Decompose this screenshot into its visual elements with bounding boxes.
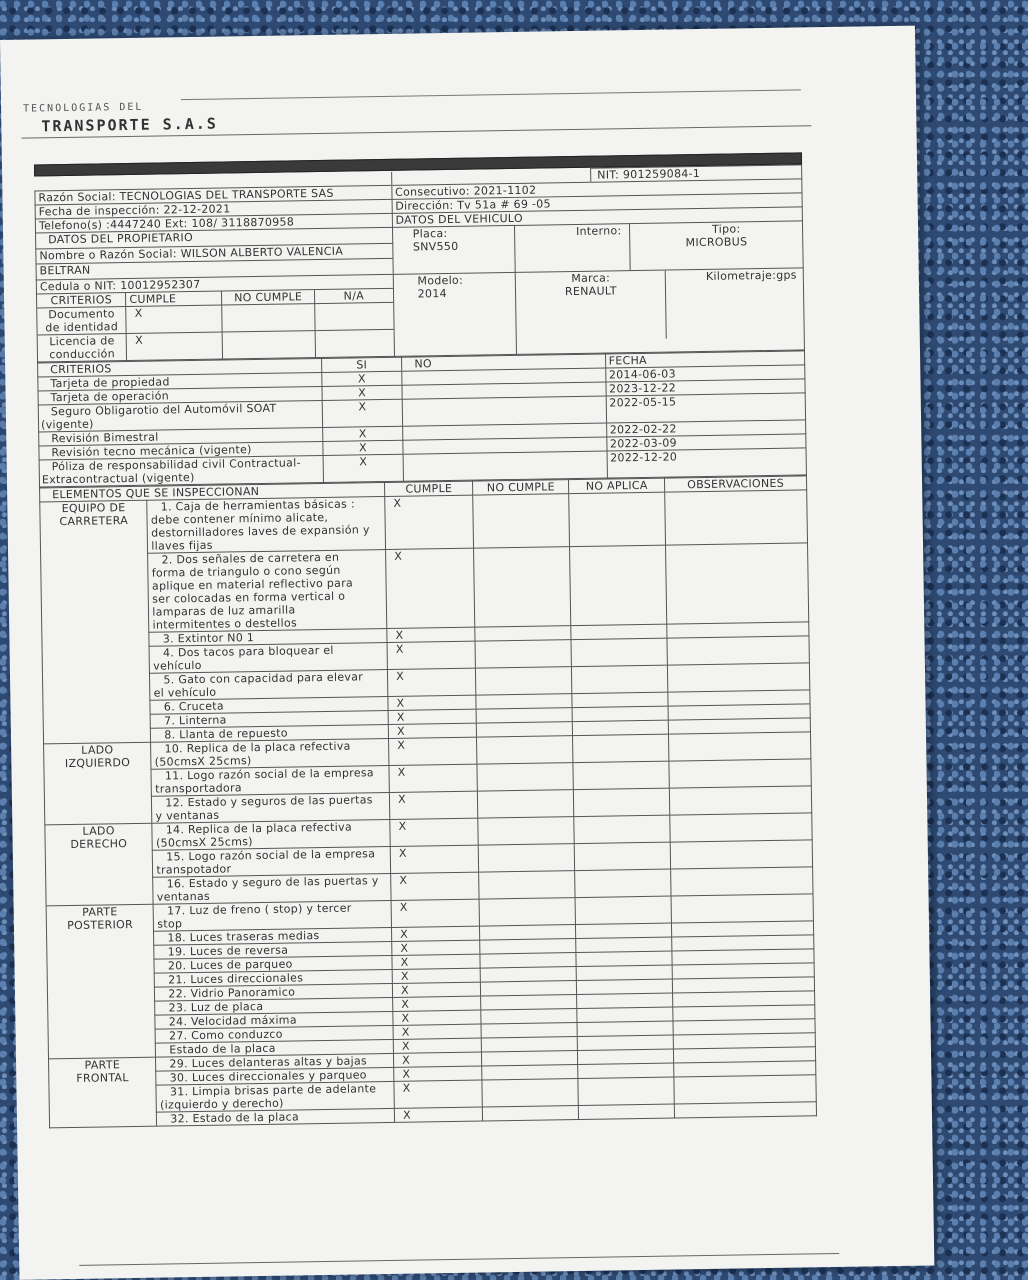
item-observaciones bbox=[669, 786, 811, 815]
item-observaciones bbox=[674, 1075, 816, 1104]
item-cumple-mark: X bbox=[393, 1038, 481, 1053]
criterio-label: conducción bbox=[49, 347, 116, 362]
item-cumple-mark: X bbox=[389, 737, 478, 765]
header-rule-top bbox=[181, 89, 801, 100]
item-description bbox=[153, 846, 391, 877]
documento-label: Revisión tecno mecánica (vigente) bbox=[51, 443, 252, 460]
item-cumple-mark: X bbox=[389, 764, 478, 792]
documento-fecha: 2022-12-20 bbox=[607, 448, 807, 478]
owner-name-2: BELTRAN bbox=[36, 259, 393, 280]
item-line: stop bbox=[157, 917, 183, 931]
item-description bbox=[147, 497, 386, 554]
item-cumple-mark: X bbox=[387, 641, 476, 669]
documento-fecha: 2014-06-03 bbox=[605, 365, 805, 382]
company-logo-top: TECNOLOGIAS DEL bbox=[23, 101, 144, 115]
section-label-line: LADO bbox=[82, 824, 115, 838]
marca-value: RENAULT bbox=[564, 284, 617, 299]
item-observaciones bbox=[669, 732, 811, 761]
section-label bbox=[44, 742, 153, 825]
documentos-table bbox=[37, 350, 807, 487]
item-cumple-mark: X bbox=[394, 1080, 483, 1108]
item-line: (izquierdo y derecho) bbox=[160, 1096, 284, 1112]
item-observaciones bbox=[670, 813, 812, 842]
general-info-table bbox=[34, 164, 805, 362]
item-cumple-mark: X bbox=[392, 926, 480, 941]
item-cumple-mark: X bbox=[388, 723, 476, 738]
item-line: 8. Llanta de repuesto bbox=[164, 726, 288, 742]
item-line: ventanas bbox=[156, 889, 211, 904]
item-description bbox=[153, 900, 391, 931]
section-label-line: IZQUIERDO bbox=[64, 756, 131, 771]
cumple-header: CUMPLE bbox=[385, 481, 473, 496]
placa-value: SNV550 bbox=[412, 239, 459, 254]
criterios1-header: CRITERIOS bbox=[37, 293, 126, 308]
owner-name-1: Nombre o Razón Social: WILSON ALBERTO VALENCIA bbox=[36, 243, 393, 264]
item-cumple-mark: X bbox=[388, 695, 476, 710]
owner-section-title: DATOS DEL PROPIETARIO bbox=[36, 227, 393, 248]
item-line: 24. Velocidad máxima bbox=[168, 1013, 297, 1029]
documento-fecha: 2022-05-15 bbox=[606, 393, 806, 423]
item-line: ser colocadas en forma vertical o bbox=[152, 589, 346, 606]
criterio-row bbox=[38, 329, 394, 361]
item-line: 7. Linterna bbox=[163, 713, 227, 728]
inspection-sheet bbox=[0, 26, 934, 1280]
inspection-form bbox=[34, 152, 817, 1128]
item-observaciones bbox=[670, 840, 812, 869]
item-line: 23. Luz de placa bbox=[168, 999, 264, 1015]
item-line: 15. Logo razón social de la empresa bbox=[166, 847, 376, 864]
criterios1-table bbox=[37, 289, 394, 362]
item-line: 18. Luces traseras medias bbox=[167, 929, 320, 945]
item-line: vehículo bbox=[153, 658, 202, 673]
item-description bbox=[152, 792, 390, 823]
criterio-label: de identidad bbox=[45, 320, 119, 335]
item-cumple-mark: X bbox=[392, 968, 480, 983]
fecha-inspeccion: Fecha de inspección: 22-12-2021 bbox=[35, 199, 392, 219]
item-cumple-mark: X bbox=[393, 982, 481, 997]
item-cumple-mark: X bbox=[387, 627, 475, 642]
item-line: 32. Estado de la placa bbox=[170, 1110, 300, 1126]
no-cumple1-header: NO CUMPLE bbox=[222, 290, 315, 305]
item-cumple-mark: X bbox=[388, 709, 476, 724]
interno-tipo-cell bbox=[515, 221, 803, 273]
documento-label: Revisión Bimestral bbox=[51, 430, 159, 446]
item-line: 19. Luces de reversa bbox=[167, 943, 289, 959]
item-line: 31. Limpia brisas parte de adelante bbox=[169, 1082, 377, 1099]
item-cumple-mark: X bbox=[392, 940, 480, 955]
item-line: 3. Extintor N0 1 bbox=[162, 631, 255, 646]
section-label-line: EQUIPO DE bbox=[61, 501, 126, 516]
item-cumple-mark: X bbox=[386, 548, 475, 628]
documento-si-mark: X bbox=[323, 440, 404, 455]
section-label-line: CARRETERA bbox=[59, 514, 129, 529]
kilometraje-label: Kilometraje:gps bbox=[705, 268, 797, 283]
item-line: transpotador bbox=[156, 862, 232, 877]
item-line: 12. Estado y seguros de las puertas bbox=[165, 793, 373, 810]
item-observaciones bbox=[667, 663, 809, 692]
item-observaciones bbox=[669, 759, 811, 788]
vehicle-section-title: DATOS DEL VEHICULO bbox=[392, 207, 803, 227]
item-line: 14. Replica de la placa refectiva bbox=[165, 820, 353, 837]
inspection-item-row bbox=[41, 543, 809, 634]
documento-fecha: 2022-03-09 bbox=[606, 434, 806, 451]
criterio-cumple-mark: X bbox=[126, 305, 222, 334]
company-logo: TRANSPORTE S.A.S bbox=[41, 114, 218, 136]
documento-label: Extracontractual (vigente) bbox=[41, 470, 195, 487]
documento-si-mark: X bbox=[322, 426, 403, 441]
section-label-line: PARTE bbox=[82, 905, 118, 919]
item-line: 16. Estado y seguro de las puertas y bbox=[166, 874, 379, 891]
item-line: 22. Vidrio Panoramico bbox=[168, 985, 296, 1001]
marca-label: Marca: bbox=[571, 271, 611, 286]
item-description bbox=[153, 873, 391, 904]
na1-header: N/A bbox=[314, 289, 392, 304]
documento-si-mark: X bbox=[323, 454, 404, 482]
item-cumple-mark: X bbox=[390, 791, 479, 819]
item-description bbox=[152, 819, 390, 850]
documento-fecha: 2022-02-22 bbox=[606, 420, 806, 437]
item-line: debe contener mínimo alicate, bbox=[150, 510, 329, 527]
item-line: 21. Luces direccionales bbox=[168, 971, 304, 987]
item-line: 11. Logo razón social de la empresa bbox=[164, 766, 375, 783]
item-cumple-mark: X bbox=[393, 1010, 481, 1025]
cumple1-header: CUMPLE bbox=[126, 292, 222, 307]
item-description bbox=[148, 550, 387, 633]
documento-si-mark: X bbox=[322, 385, 403, 400]
item-observaciones bbox=[671, 894, 813, 923]
item-observaciones bbox=[666, 543, 809, 624]
item-line: (50cmsX 25cms) bbox=[155, 835, 253, 850]
section-label bbox=[45, 823, 154, 906]
item-line: 20. Luces de parqueo bbox=[167, 957, 293, 973]
item-line: 4. Dos tacos para bloquear el bbox=[162, 643, 334, 660]
documento-label: Seguro Obligarotio del Automóvil SOAT bbox=[50, 401, 277, 419]
item-line: 29. Luces delanteras altas y bajas bbox=[169, 1054, 368, 1071]
observaciones-header: OBSERVACIONES bbox=[665, 476, 807, 492]
criterio-label: Documento bbox=[48, 307, 115, 322]
owner-cedula: Cedula o NIT: 10012952307 bbox=[36, 274, 393, 294]
item-cumple-mark: X bbox=[394, 1052, 482, 1067]
criterios2-header: CRITERIOS bbox=[38, 358, 322, 376]
item-line: el vehículo bbox=[153, 685, 217, 700]
item-cumple-mark: X bbox=[388, 668, 477, 696]
item-line: forma de triangulo o cono según bbox=[151, 563, 341, 580]
item-line: Estado de la placa bbox=[169, 1041, 276, 1057]
item-description bbox=[156, 1081, 394, 1112]
direccion: Dirección: Tv 51a # 69 -05 bbox=[392, 193, 803, 213]
item-cumple-mark: X bbox=[393, 1024, 481, 1039]
item-observaciones bbox=[667, 636, 809, 665]
item-cumple-mark: X bbox=[391, 899, 480, 927]
nit: NIT: 901259084-1 bbox=[591, 165, 802, 182]
marca-km-cell bbox=[516, 268, 805, 355]
placa-cell bbox=[392, 225, 515, 274]
documento-label: Póliza de responsabilidad civil Contractual- bbox=[51, 456, 301, 474]
no-cumple-header: NO CUMPLE bbox=[473, 480, 569, 496]
no-header: NO bbox=[402, 354, 605, 371]
item-cumple-mark: X bbox=[393, 996, 481, 1011]
documento-label: Tarjeta de operación bbox=[50, 389, 170, 405]
item-line: 30. Luces direccionales y parqueo bbox=[169, 1068, 367, 1085]
item-description bbox=[151, 765, 389, 796]
item-line: 6. Cruceta bbox=[163, 699, 225, 714]
item-description bbox=[150, 669, 388, 700]
item-line: 17. Luz de freno ( stop) y tercer bbox=[166, 901, 352, 918]
consecutivo: Consecutivo: 2021-1102 bbox=[391, 179, 802, 199]
section-label-line: PARTE bbox=[84, 1058, 121, 1072]
section-label bbox=[40, 500, 151, 744]
item-description bbox=[149, 642, 387, 673]
item-line: aplique en material reflectivo para bbox=[151, 576, 354, 593]
criterios1-cell bbox=[36, 288, 394, 362]
item-line: destornilladores laves de expansión y bbox=[151, 523, 370, 540]
section-label-line: FRONTAL bbox=[76, 1071, 129, 1085]
item-line: 5. Gato con capacidad para elevar bbox=[163, 670, 364, 687]
documento-si-mark: X bbox=[322, 399, 403, 427]
documento-fecha: 2023-12-22 bbox=[606, 379, 806, 396]
section-label bbox=[46, 904, 156, 1059]
item-cumple-mark: X bbox=[394, 1066, 482, 1081]
item-cumple-mark: X bbox=[392, 954, 480, 969]
item-line: 27. Como conduzco bbox=[168, 1027, 283, 1043]
item-cumple-mark: X bbox=[390, 845, 479, 873]
section-label-line: POSTERIOR bbox=[67, 918, 134, 933]
item-cumple-mark: X bbox=[390, 818, 479, 846]
interno-label: Interno: bbox=[515, 224, 631, 272]
razon-social: Razón Social: TECNOLOGIAS DEL TRANSPORTE SAS bbox=[35, 185, 392, 205]
documento-label: Tarjeta de propiedad bbox=[50, 375, 170, 391]
tipo-label: Tipo: bbox=[711, 222, 741, 236]
elementos-header: ELEMENTOS QUE SE INSPECCIONAN bbox=[40, 483, 385, 502]
documento-si-mark: X bbox=[322, 371, 403, 386]
item-line: y ventanas bbox=[155, 808, 220, 823]
telefono: Telefono(s) :4447240 Ext: 108/ 3118870958 bbox=[35, 213, 392, 233]
item-cumple-mark: X bbox=[391, 872, 480, 900]
item-observaciones bbox=[671, 867, 813, 896]
item-cumple-mark: X bbox=[385, 495, 474, 549]
item-line: 2. Dos señales de carretera en bbox=[161, 550, 340, 567]
no-aplica-header: NO APLICA bbox=[569, 478, 665, 494]
modelo-cell bbox=[393, 272, 517, 356]
item-line: llaves fijas bbox=[151, 538, 213, 553]
tipo-value: MICROBUS bbox=[685, 235, 748, 250]
item-cumple-mark: X bbox=[394, 1107, 482, 1122]
elementos-table bbox=[39, 475, 817, 1128]
criterio-label: Licencia de bbox=[49, 334, 115, 349]
item-line: (50cmsX 25cms) bbox=[154, 754, 252, 769]
fecha-header: FECHA bbox=[605, 351, 805, 368]
item-line: lamparas de luz amarilla bbox=[152, 603, 296, 619]
criterio-cumple-mark: X bbox=[127, 332, 223, 360]
item-observaciones bbox=[665, 490, 808, 545]
item-description bbox=[151, 738, 389, 769]
item-line: 1. Caja de herramientas básicas : bbox=[160, 497, 356, 514]
modelo-label: Modelo: bbox=[417, 273, 464, 288]
item-line: transportadora bbox=[155, 781, 243, 796]
item-line: 10. Replica de la placa refectiva bbox=[164, 739, 351, 756]
footer-rule bbox=[79, 1253, 839, 1266]
modelo-value: 2014 bbox=[417, 287, 447, 301]
item-line: intermitentes o destellos bbox=[152, 616, 298, 632]
section-label bbox=[49, 1057, 157, 1128]
si-header: SI bbox=[321, 357, 402, 372]
section-label-line: LADO bbox=[81, 743, 114, 757]
documento-label: (vigente) bbox=[40, 417, 94, 432]
placa-label: Placa: bbox=[412, 226, 448, 241]
item-observaciones bbox=[674, 1102, 816, 1118]
section-label-line: DERECHO bbox=[70, 837, 128, 851]
